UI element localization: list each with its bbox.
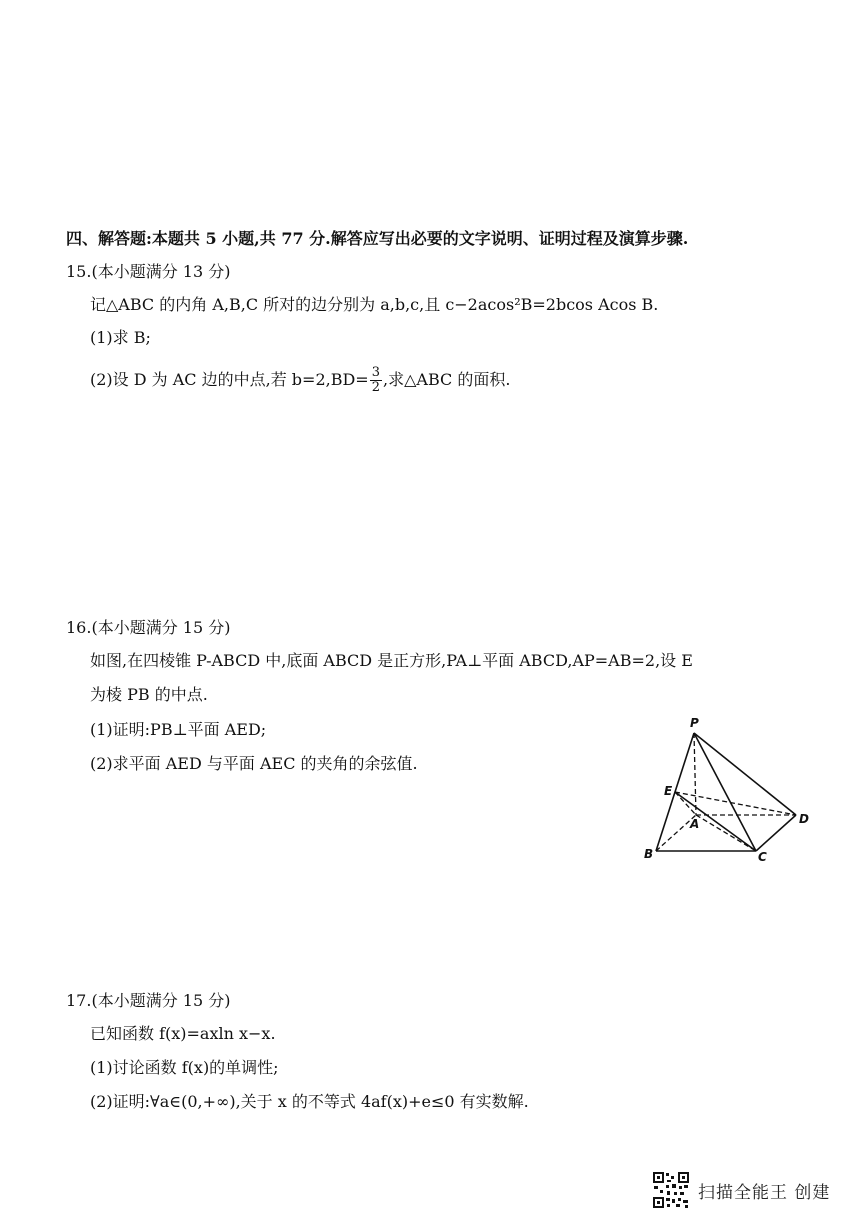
q16-part2: (2)求平面 AED 与平面 AEC 的夹角的余弦值. [90,754,418,773]
edge-PA [694,733,696,815]
qr-code-icon [652,1171,690,1209]
q15-fraction-denominator: 2 [371,380,380,395]
edge-CD [756,815,796,851]
q15-fraction [370,366,382,395]
q15-part2-text-b: ,求△ABC 的面积. [383,370,511,389]
q15-header: 15.(本小题满分 13 分) [66,262,231,281]
q16-header: 16.(本小题满分 15 分) [66,618,231,637]
q15-fraction-numerator: 3 [371,365,380,380]
q17-header: 17.(本小题满分 15 分) [66,991,231,1010]
q15-part2 [90,366,510,395]
label-B: B [644,847,654,861]
pyramid-figure [638,715,818,870]
q17-part1: (1)讨论函数 f(x)的单调性; [90,1058,279,1077]
label-A: A [690,817,700,831]
q16-stem-line2: 为棱 PB 的中点. [90,685,208,704]
q15-stem: 记△ABC 的内角 A,B,C 所对的边分别为 a,b,c,且 c−2acos²B=2bcos Acos B. [90,295,659,314]
label-D: D [799,812,809,826]
scanner-watermark [652,1170,830,1210]
section-heading: 四、解答题:本题共 5 小题,共 77 分.解答应写出必要的文字说明、证明过程及演算步骤. [66,229,689,248]
edge-PD [694,733,796,815]
edge-PC [694,733,756,851]
q17-part2: (2)证明:∀a∈(0,+∞),关于 x 的不等式 4af(x)+e≤0 有实数解. [90,1092,529,1111]
q15-part1: (1)求 B; [90,328,151,347]
edge-EC [675,792,756,851]
watermark-text: 扫描全能王 创建 [698,1182,831,1203]
label-C: C [758,850,767,864]
q16-part1: (1)证明:PB⊥平面 AED; [90,720,267,739]
label-P: P [690,716,699,730]
label-E: E [664,784,673,798]
q16-stem-line1: 如图,在四棱锥 P-ABCD 中,底面 ABCD 是正方形,PA⊥平面 ABCD,AP=AB=2,设 E [90,651,693,670]
q15-part2-text-a: (2)设 D 为 AC 边的中点,若 b=2,BD= [90,370,369,389]
q17-stem: 已知函数 f(x)=axln x−x. [90,1024,276,1043]
